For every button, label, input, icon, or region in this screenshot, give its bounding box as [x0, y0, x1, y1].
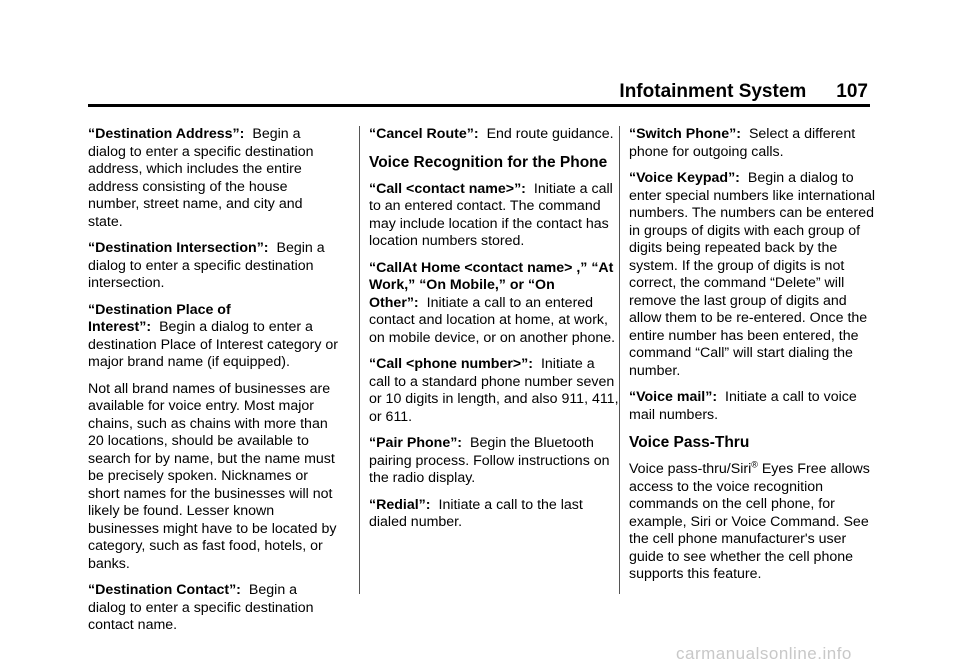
command-term: “Redial”: [369, 496, 431, 513]
header-rule [88, 104, 870, 107]
paragraph [629, 170, 879, 380]
paragraph: Not all brand names of businesses are available for voice entry. Most major chains, such as chains with more than 20 locations, should be available to search for by name, but the name must be precisely spoken. Nicknames or short names for the businesses will not likely be found. Lesser known businesses might have to be located by category, such as fast food, hotels, or banks. [88, 380, 337, 572]
column-middle [369, 126, 619, 541]
section-title: Infotainment System [619, 81, 807, 102]
section-heading: Voice Recognition for the Phone [369, 153, 608, 171]
paragraph [369, 497, 619, 532]
command-term: “CallAt Home <contact name> ,” “At Work,” “On Mobile,” or “On Other”: [369, 259, 614, 311]
paragraph [629, 461, 879, 584]
command-description: Begin a dialog to enter a specific destination address, which includes the entire address consisting of the house number, street name, and city and state. [88, 126, 314, 230]
command-description: Begin a dialog to enter a destination Place of Interest category or major brand name (if equipped). [88, 319, 338, 370]
command-term: “Voice mail”: [629, 389, 718, 405]
column-divider [359, 126, 360, 594]
command-description: Begin a dialog to enter special numbers like international numbers. The numbers can be entered in groups of digits with each group of digits being repeated back by the system. If the group of digits is not correct, the command “Delete” will remove the last group of digits and allow them to be re-entered. Once the entire number has been entered, the command “Call” will start dialing the number. [629, 170, 876, 379]
command-description: End route guidance. [486, 126, 614, 142]
command-description: Begin the Bluetooth pairing process. Follow instructions on the radio display. [369, 435, 610, 486]
command-term: “Pair Phone”: [369, 435, 463, 451]
registered-mark: ® [751, 459, 758, 470]
command-term: “Voice Keypad”: [629, 170, 740, 186]
paragraph [88, 240, 338, 293]
command-description: Initiate a call to voice mail numbers. [629, 389, 857, 423]
paragraph [369, 126, 619, 144]
column-left [88, 126, 338, 644]
page-number: 107 [836, 81, 868, 102]
paragraph [88, 126, 338, 231]
command-term: “Destination Intersection”: [88, 240, 269, 256]
command-term: “Destination Address”: [88, 126, 245, 142]
command-term: “Destination Place of Interest”: [88, 301, 231, 335]
paragraph [369, 181, 619, 251]
paragraph-text: Eyes Free allows access to the voice recognition commands on the cell phone, for example, Siri or Voice Command. See the cell phone manufacturer's user guide to see whether the cell phone supports this feature. [629, 461, 870, 582]
command-description: Initiate a call to an entered contact. The command may include location if the contact has location numbers stored. [369, 180, 613, 249]
paragraph [88, 582, 338, 635]
command-term: “Switch Phone”: [629, 126, 741, 142]
paragraph [369, 260, 619, 348]
paragraph [369, 356, 619, 426]
paragraph [88, 302, 338, 372]
command-description: Initiate a call to the last dialed number. [369, 496, 583, 530]
paragraph [369, 435, 619, 488]
command-term: “Call <phone number>”: [369, 356, 533, 372]
section-heading: Voice Pass-Thru [629, 434, 750, 451]
column-right [629, 126, 879, 593]
paragraph [629, 126, 879, 161]
watermark: carmanualsonline.info [676, 644, 852, 663]
column-divider [619, 126, 620, 594]
page-header [88, 80, 868, 104]
command-term: “Call <contact name>”: [369, 180, 526, 197]
command-term: “Destination Contact”: [88, 582, 241, 598]
command-description: Initiate a call to a standard phone number seven or 10 digits in length, and also 911, 411, or 611. [369, 356, 619, 425]
command-term: “Cancel Route”: [369, 126, 479, 142]
command-description: Begin a dialog to enter a specific destination contact name. [88, 582, 314, 633]
paragraph-text: Voice pass-thru/Siri [629, 461, 752, 477]
command-description: Initiate a call to an entered contact and location at home, at work, on mobile device, or on another phone. [369, 294, 616, 346]
command-description: Select a different phone for outgoing calls. [629, 126, 856, 160]
command-description: Begin a dialog to enter a specific destination intersection. [88, 240, 325, 291]
paragraph [629, 389, 879, 424]
